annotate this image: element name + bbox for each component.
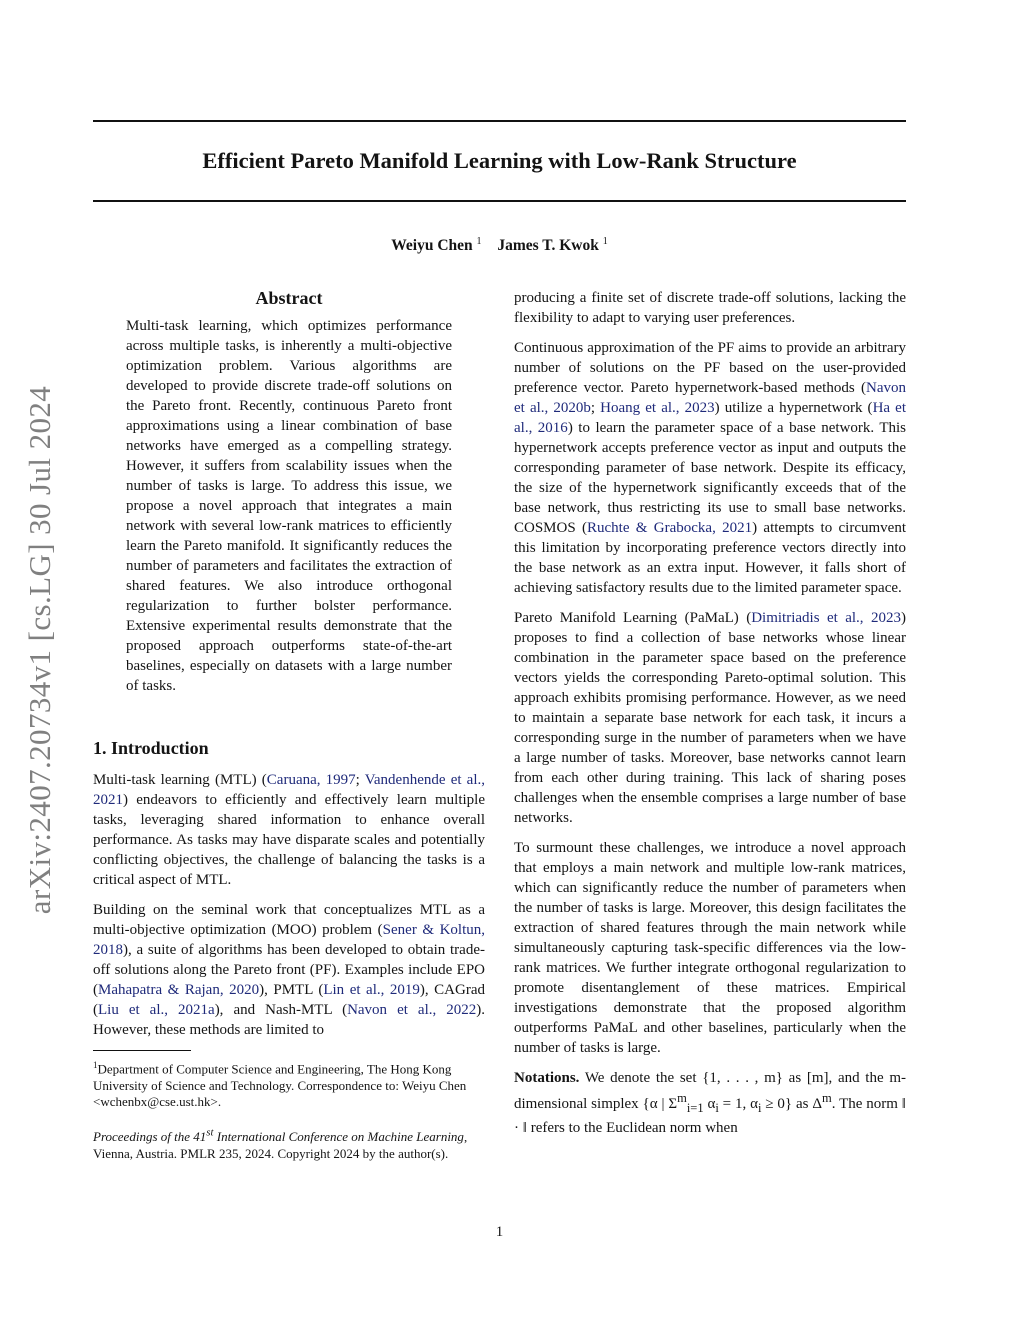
citation-link[interactable]: Ruchte & Grabocka, 2021	[587, 520, 753, 536]
citation-link[interactable]: Caruana, 1997	[266, 772, 356, 788]
citation-link[interactable]: Navon et al., 2020b	[514, 380, 906, 416]
citation-link[interactable]: Ha et al., 2016	[514, 400, 906, 436]
title-bottom-rule	[93, 200, 906, 202]
author: Weiyu Chen $^1$	[391, 236, 482, 255]
right-paragraph-pamal: Pareto Manifold Learning (PaMaL) (Dimitriadis et al., 2023) proposes to find a collection of base networks whose linear combination in the parameter space based on the preference vectors yields the corresponding Pareto-optimal solution. This approach exhibits promising performance. However, as we need to maintain a separate base network for each task, it incurs a corresponding surge in the number of parameters when we have a large number of tasks. Moreover, base networks cannot learn from each other during training. This lack of sharing poses challenges when the ensemble comprises a large number of base networks.	[514, 610, 907, 826]
author: James T. Kwok $^1$	[497, 236, 608, 255]
affiliation-footnote: $^1$Department of Computer Science and Engineering, The Hong Kong University of Science and Technology. Correspondence to: Weiyu Chen <wchenbx@cse.ust.hk>.	[93, 1060, 467, 1110]
citation-link[interactable]: Liu et al., 2021a	[98, 1002, 215, 1018]
abstract-heading: Abstract	[255, 288, 323, 308]
intro-paragraph-1: Multi-task learning (MTL) (Caruana, 1997; Vandenhende et al., 2021) endeavors to efficiently and effectively learn multiple tasks, leveraging shared information to enhance overall performance. As tasks may have disparate scales and potentially conflicting objectives, the challenge of balancing the tasks is a critical aspect of MTL.	[93, 772, 486, 888]
right-paragraph-continuation: producing a finite set of discrete trade-off solutions, lacking the flexibility to adapt to varying user preferences.	[514, 290, 906, 326]
proceedings-notice: Proceedings of the 41st International Conference on Machine Learning, Vienna, Austria. PMLR 235, 2024. Copyright 2024 by the author(s).	[93, 1126, 468, 1161]
citation-link[interactable]: Sener & Koltun, 2018	[93, 922, 485, 958]
right-paragraph-notations: Notations. We denote the set {1, . . . , m} as [m], and the m-dimensional simplex {α | $\Sigma^m_{i=1}$ $\alpha_i = 1$, $\alpha_i \ge 0$} as $\Delta^m$. The norm ‖ · ‖ refers to the Euclidean norm when	[514, 1070, 906, 1136]
right-paragraph-contribution: To surmount these challenges, we introduce a novel approach that employs a main network and multiple low-rank matrices, which can significantly reduce the number of parameters when the number of tasks is large. Moreover, this design facilitates the extraction of shared features through the main network while simultaneously capturing task-specific differences via the low-rank matrices. We further integrate orthogonal regularization to promote disentanglement of these matrices. Empirical investigations demonstrate that the proposed algorithm outperforms PaMaL and other baselines, particularly when the number of tasks is large.	[514, 840, 906, 1056]
right-paragraph-continuous-pf: Continuous approximation of the PF aims to provide an arbitrary number of solutions on the PF based on the user-provided preference vector. Pareto hypernetwork-based methods (Navon et al., 2020b; Hoang et al., 2023) utilize a hypernetwork (Ha et al., 2016) to learn the parameter space of a base network. This hypernetwork accepts preference vector as input and outputs the corresponding parameter of base network. Despite its efficacy, the size of the hypernetwork significantly exceeds that of the base network, thus restricting its use to small base networks. COSMOS (Ruchte & Grabocka, 2021) attempts to circumvent this limitation by incorporating preference vectors directly into the base network as an extra input. However, it falls short of achieving satisfactory results due to the limited parameter space.	[514, 340, 906, 596]
citation-link[interactable]: Vandenhende et al., 2021	[93, 772, 486, 808]
notations-label: Notations.	[514, 1070, 580, 1086]
footnote-divider	[93, 1050, 191, 1051]
citation-link[interactable]: Lin et al., 2019	[323, 982, 420, 998]
citation-link[interactable]: Navon et al., 2022	[347, 1002, 477, 1018]
citation-link[interactable]: Hoang et al., 2023	[600, 400, 715, 416]
citation-link[interactable]: Dimitriadis et al., 2023	[751, 610, 902, 626]
right-column	[514, 288, 906, 1138]
section-heading-introduction: 1. Introduction	[93, 738, 209, 758]
author-list	[93, 236, 906, 255]
intro-paragraph-2: Building on the seminal work that conceptualizes MTL as a multi-objective optimization (MOO) problem (Sener & Koltun, 2018), a suite of algorithms has been developed to obtain trade-off solutions along the Pareto front (PF). Examples include EPO (Mahapatra & Rajan, 2020), PMTL (Lin et al., 2019), CAGrad (Liu et al., 2021a), and Nash-MTL (Navon et al., 2022). However, these methods are limited to	[93, 902, 485, 1038]
title-top-rule	[93, 120, 906, 122]
paper-title: Efficient Pareto Manifold Learning with Low-Rank Structure	[202, 148, 797, 173]
citation-link[interactable]: Mahapatra & Rajan, 2020	[98, 982, 260, 998]
abstract-text: Multi-task learning, which optimizes performance across multiple tasks, is inherently a multi-objective optimization problem. Various algorithms are developed to provide discrete trade-off solutions on the Pareto front. Recently, continuous Pareto front approximations using a linear combination of base networks have emerged as a compelling strategy. However, it suffers from scalability issues when the number of tasks is large. To address this issue, we propose a novel approach that integrates a main network with several low-rank matrices to efficiently learn the Pareto manifold. It significantly reduces the number of parameters and facilitates the extraction of shared features. We also introduce orthogonal regularization to further bolster performance. Extensive experimental results demonstrate that the proposed approach outperforms state-of-the-art baselines, especially on datasets with a large number of tasks.	[126, 318, 452, 694]
page-number: 1	[495, 1224, 504, 1240]
left-column	[93, 286, 485, 1162]
